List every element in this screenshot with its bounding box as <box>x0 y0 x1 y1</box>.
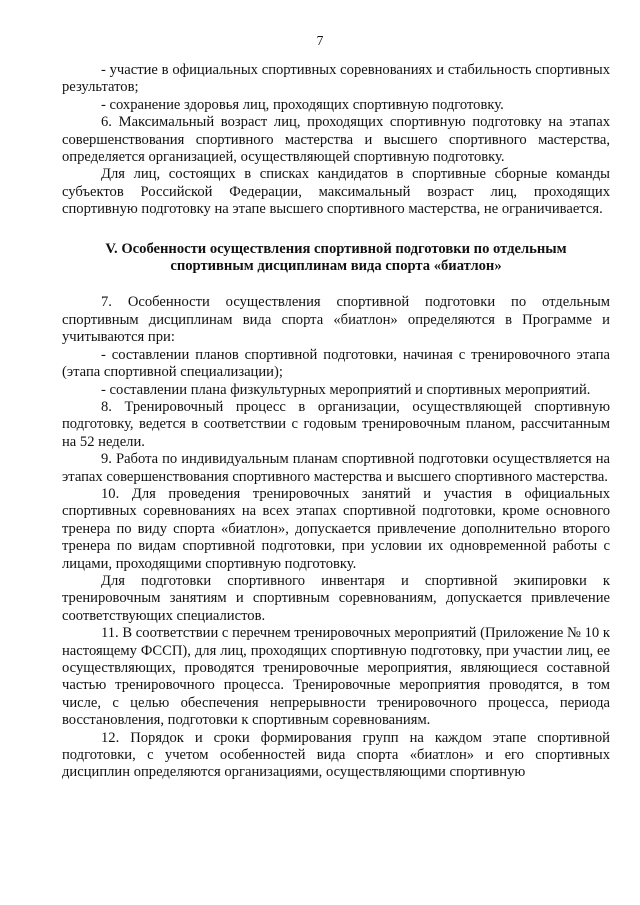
paragraph-plans: - составлении планов спортивной подготовки, начиная с тренировочного этапа (этапа спортивной специализации); <box>62 346 610 381</box>
paragraph-health: - сохранение здоровья лиц, проходящих спортивную подготовку. <box>101 96 504 113</box>
paragraph-equipment: Для подготовки спортивного инвентаря и спортивной экипировки к тренировочным занятиям и спортивным соревнованиям, допускается привлечение соответствующих специалистов. <box>62 572 610 624</box>
paragraph-6-max-age: 6. Максимальный возраст лиц, проходящих спортивную подготовку на этапах совершенствования спортивного мастерства и высшего спортивного мастерства, определяется организацией, осуществляющей спортивную подготовку. <box>62 114 610 166</box>
paragraph-9: 9. Работа по индивидуальным планам спортивной подготовки осуществляется на этапах совершенствования спортивного мастерства и высшего спортивного мастерства. <box>62 451 610 485</box>
paragraph-events-plan: - составлении плана физкультурных мероприятий и спортивных мероприятий. <box>101 381 591 398</box>
paragraph-7: 7. Особенности осуществления спортивной подготовки по отдельным спортивным дисциплинам вида спорта «биатлон» определяются в Программе и учитываются при: <box>62 294 610 346</box>
paragraph-12: 12. Порядок и сроки формирования групп на каждом этапе спортивной подготовки, с учетом особенностей вида спорта «биатлон» и его спортивных дисциплин определяются организациями, осуществляющими спортивную <box>62 729 610 781</box>
paragraph-8: 8. Тренировочный процесс в организации, осуществляющей спортивную подготовку, ведется в соответствии с годовым тренировочным планом, рассчитанным на 52 недели. <box>62 398 610 450</box>
paragraph-10: 10. Для проведения тренировочных занятий и участия в официальных спортивных соревнованиях на всех этапах спортивной подготовки, кроме основного тренера по виду спорта «биатлон», допускается привлечение дополнительно второго тренера по видам спортивной подготовки, при условии их одновременной работы с лицами, проходящими спортивную подготовку. <box>62 485 610 572</box>
paragraph-participation: - участие в официальных спортивных соревнованиях и стабильность спортивных результатов; <box>62 62 610 96</box>
paragraph-candidates: Для лиц, состоящих в списках кандидатов в спортивные сборные команды субъектов Российской Федерации, максимальный возраст лиц, проходящих спортивную подготовку на этапе высшего спортивного мастерства, не ограничивается. <box>62 166 610 218</box>
section-heading: V. Особенности осуществления спортивной подготовки по отдельным спортивным дисциплинам вида спорта «биатлон» <box>105 240 567 275</box>
page-number: 7 <box>316 33 324 48</box>
document-body <box>62 62 610 782</box>
paragraph-11: 11. В соответствии с перечнем тренировочных мероприятий (Приложение № 10 к настоящему ФССП), для лиц, проходящих спортивную подготовку, при участии лиц, ее осуществляющих, проводятся тренировочные мероприятия, являющиеся составной частью тренировочного процесса. Тренировочные мероприятия проводятся, в том числе, с целью обеспечения непрерывности тренировочного процесса, периода восстановления, подготовки к спортивным соревнованиям. <box>62 625 610 729</box>
